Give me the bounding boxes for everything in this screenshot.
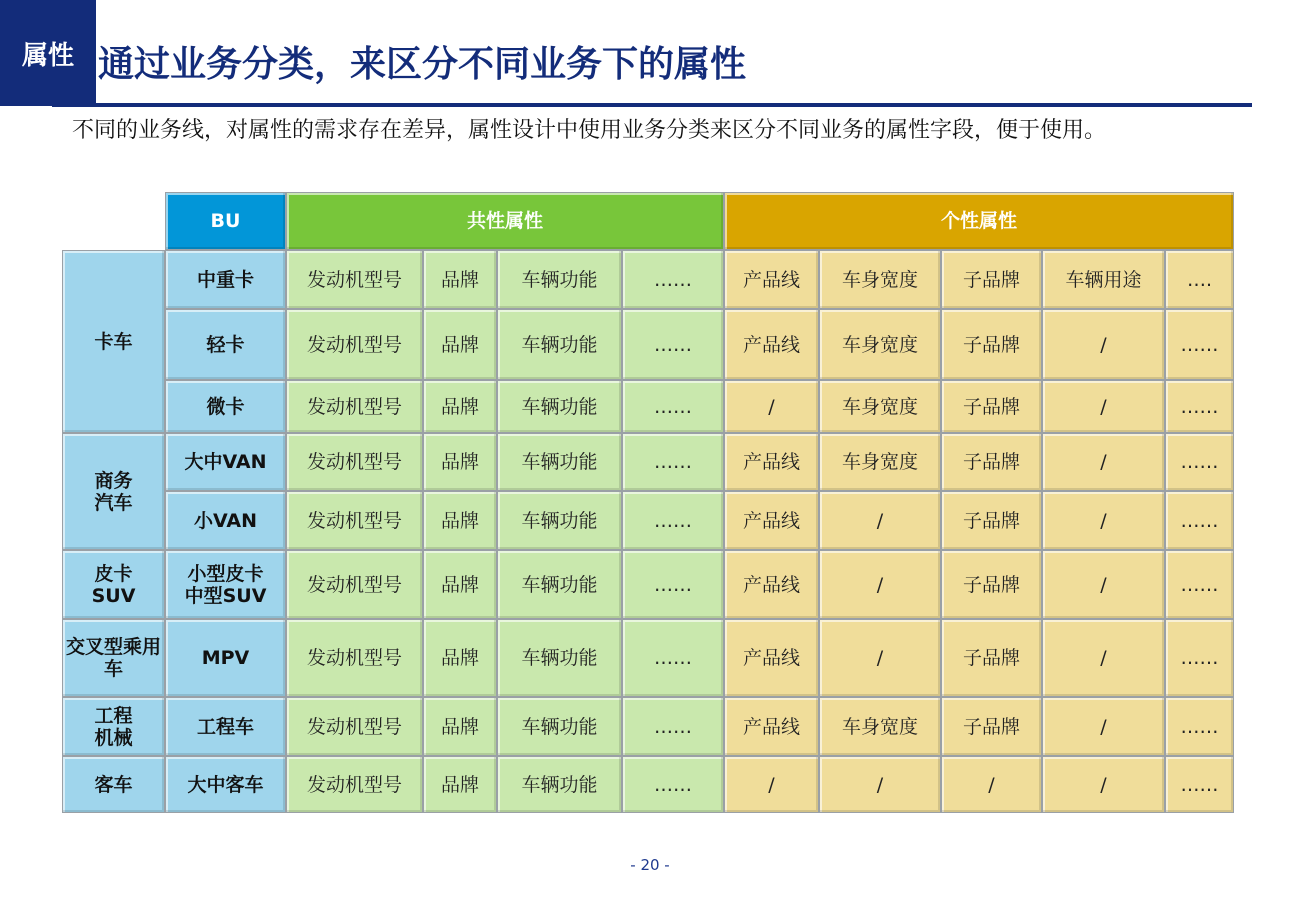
common-attr-cell: 品牌	[423, 380, 497, 433]
common-attr-cell: 车辆功能	[497, 756, 622, 813]
personal-attr-cell: /	[819, 619, 941, 697]
page-number: - 20 -	[630, 856, 670, 874]
section-tag: 属性	[0, 0, 96, 106]
common-attr-cell: 车辆功能	[497, 697, 622, 756]
common-attr-cell: 品牌	[423, 550, 497, 619]
personal-attr-cell: 子品牌	[941, 491, 1042, 550]
bu-cell: 微卡	[165, 380, 286, 433]
common-attr-cell: ……	[622, 619, 724, 697]
group-cell: 工程 机械	[62, 697, 165, 756]
header-personal-attributes: 个性属性	[724, 192, 1234, 250]
personal-attr-cell: ….	[1165, 250, 1234, 309]
common-attr-cell: ……	[622, 250, 724, 309]
group-cell: 商务 汽车	[62, 433, 165, 550]
common-attr-cell: 发动机型号	[286, 619, 423, 697]
common-attr-cell: 发动机型号	[286, 756, 423, 813]
common-attr-cell: ……	[622, 309, 724, 380]
common-attr-cell: 车辆功能	[497, 309, 622, 380]
personal-attr-cell: /	[1042, 756, 1165, 813]
common-attr-cell: ……	[622, 433, 724, 491]
common-attr-cell: ……	[622, 550, 724, 619]
common-attr-cell: 发动机型号	[286, 491, 423, 550]
common-attr-cell: 品牌	[423, 491, 497, 550]
common-attr-cell: 品牌	[423, 619, 497, 697]
page-title: 通过业务分类，来区分不同业务下的属性	[98, 44, 747, 85]
bu-cell: 大中VAN	[165, 433, 286, 491]
common-attr-cell: 车辆功能	[497, 250, 622, 309]
personal-attr-cell: 产品线	[724, 433, 819, 491]
group-cell: 客车	[62, 756, 165, 813]
personal-attr-cell: 子品牌	[941, 250, 1042, 309]
common-attr-cell: 发动机型号	[286, 433, 423, 491]
common-attr-cell: 品牌	[423, 756, 497, 813]
personal-attr-cell: 产品线	[724, 250, 819, 309]
personal-attr-cell: /	[1042, 433, 1165, 491]
personal-attr-cell: ……	[1165, 619, 1234, 697]
personal-attr-cell: /	[1042, 697, 1165, 756]
personal-attr-cell: 子品牌	[941, 550, 1042, 619]
common-attr-cell: ……	[622, 697, 724, 756]
common-attr-cell: ……	[622, 380, 724, 433]
header-common-attributes: 共性属性	[286, 192, 724, 250]
bu-cell: 中重卡	[165, 250, 286, 309]
bu-cell: 小VAN	[165, 491, 286, 550]
common-attr-cell: ……	[622, 491, 724, 550]
bu-cell: 大中客车	[165, 756, 286, 813]
common-attr-cell: 车辆功能	[497, 380, 622, 433]
bu-cell: 小型皮卡 中型SUV	[165, 550, 286, 619]
personal-attr-cell: 子品牌	[941, 380, 1042, 433]
common-attr-cell: 发动机型号	[286, 380, 423, 433]
personal-attr-cell: 车辆用途	[1042, 250, 1165, 309]
common-attr-cell: 品牌	[423, 250, 497, 309]
bu-cell: 轻卡	[165, 309, 286, 380]
personal-attr-cell: 产品线	[724, 619, 819, 697]
personal-attr-cell: /	[724, 756, 819, 813]
personal-attr-cell: 产品线	[724, 309, 819, 380]
personal-attr-cell: 产品线	[724, 491, 819, 550]
personal-attr-cell: 产品线	[724, 550, 819, 619]
personal-attr-cell: 子品牌	[941, 309, 1042, 380]
personal-attr-cell: 子品牌	[941, 433, 1042, 491]
header-bu: BU	[165, 192, 286, 250]
common-attr-cell: 车辆功能	[497, 433, 622, 491]
personal-attr-cell: ……	[1165, 756, 1234, 813]
personal-attr-cell: 车身宽度	[819, 250, 941, 309]
personal-attr-cell: ……	[1165, 550, 1234, 619]
title-divider	[52, 103, 1252, 107]
personal-attr-cell: ……	[1165, 697, 1234, 756]
personal-attr-cell: 车身宽度	[819, 433, 941, 491]
group-cell: 交叉型乘用 车	[62, 619, 165, 697]
common-attr-cell: 发动机型号	[286, 309, 423, 380]
personal-attr-cell: /	[1042, 619, 1165, 697]
personal-attr-cell: /	[1042, 550, 1165, 619]
common-attr-cell: 品牌	[423, 697, 497, 756]
common-attr-cell: ……	[622, 756, 724, 813]
personal-attr-cell: /	[819, 756, 941, 813]
personal-attr-cell: 产品线	[724, 697, 819, 756]
common-attr-cell: 车辆功能	[497, 491, 622, 550]
personal-attr-cell: /	[819, 491, 941, 550]
personal-attr-cell: 车身宽度	[819, 309, 941, 380]
bu-cell: MPV	[165, 619, 286, 697]
personal-attr-cell: 子品牌	[941, 697, 1042, 756]
common-attr-cell: 品牌	[423, 309, 497, 380]
personal-attr-cell: /	[1042, 309, 1165, 380]
bu-cell: 工程车	[165, 697, 286, 756]
personal-attr-cell: ……	[1165, 491, 1234, 550]
common-attr-cell: 车辆功能	[497, 550, 622, 619]
personal-attr-cell: /	[1042, 491, 1165, 550]
personal-attr-cell: /	[819, 550, 941, 619]
common-attr-cell: 发动机型号	[286, 550, 423, 619]
group-cell: 皮卡 SUV	[62, 550, 165, 619]
personal-attr-cell: /	[724, 380, 819, 433]
common-attr-cell: 发动机型号	[286, 250, 423, 309]
common-attr-cell: 车辆功能	[497, 619, 622, 697]
personal-attr-cell: 子品牌	[941, 619, 1042, 697]
common-attr-cell: 发动机型号	[286, 697, 423, 756]
personal-attr-cell: 车身宽度	[819, 697, 941, 756]
personal-attr-cell: ……	[1165, 380, 1234, 433]
personal-attr-cell: ……	[1165, 309, 1234, 380]
common-attr-cell: 品牌	[423, 433, 497, 491]
personal-attr-cell: /	[1042, 380, 1165, 433]
personal-attr-cell: 车身宽度	[819, 380, 941, 433]
personal-attr-cell: /	[941, 756, 1042, 813]
group-cell: 卡车	[62, 250, 165, 433]
personal-attr-cell: ……	[1165, 433, 1234, 491]
description-text: 不同的业务线，对属性的需求存在差异，属性设计中使用业务分类来区分不同业务的属性字段，便于使用。	[72, 118, 1107, 143]
